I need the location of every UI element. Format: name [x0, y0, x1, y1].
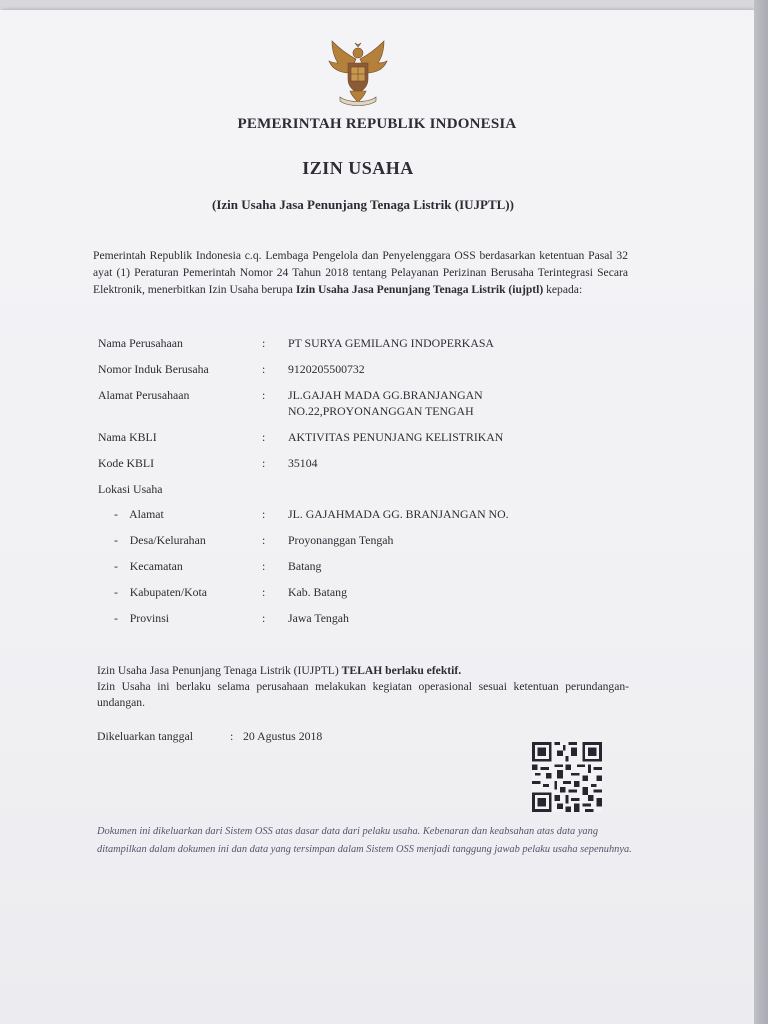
disclaimer-footer: Dokumen ini dikeluarkan dari Sistem OSS atas dasar data dari pelaku usaha. Kebenaran dan keabsahan atas data yang ditampilkan dalam dokumen ini dan data yang tersimpan dalam Sistem OSS menjadi tanggung jawab pelaku usaha sepenuhnya. — [97, 826, 632, 855]
effect-line-2: Izin Usaha ini berlaku selama perusahaan melakukan kegiatan operasional sesuai ketentuan perundangan-undangan. — [97, 680, 629, 709]
field-colon: : — [262, 388, 266, 402]
field-label: - Kabupaten/Kota — [114, 585, 208, 599]
field-value: 35104 — [288, 456, 318, 470]
field-value: Batang — [288, 559, 322, 573]
field-value: JL.GAJAH MADA GG.BRANJANGAN — [288, 388, 483, 402]
field-label: Nama KBLI — [98, 430, 157, 444]
field-colon: : — [262, 362, 266, 376]
field-label: Lokasi Usaha — [98, 482, 163, 496]
field-label: - Kecamatan — [114, 559, 183, 573]
field-colon: : — [262, 559, 266, 573]
field-value: 9120205500732 — [288, 362, 365, 376]
field-colon: : — [262, 611, 266, 625]
field-colon: : — [262, 585, 266, 599]
qr-code-icon — [531, 742, 603, 812]
issued-date-row — [97, 729, 323, 744]
field-colon: : — [262, 430, 266, 444]
intro-suffix: kepada: — [543, 283, 583, 296]
document-title: IZIN USAHA — [302, 158, 414, 178]
field-value: Jawa Tengah — [288, 611, 349, 625]
field-value-line2: NO.22,PROYONANGGAN TENGAH — [288, 404, 474, 418]
field-label: Kode KBLI — [98, 456, 155, 470]
field-value: Proyonanggan Tengah — [288, 533, 394, 547]
document-page — [0, 10, 754, 1024]
field-value: Kab. Batang — [288, 585, 347, 599]
intro-bold-text: Izin Usaha Jasa Penunjang Tenaga Listrik (iujptl) — [295, 283, 544, 296]
field-colon: : — [262, 507, 266, 521]
garuda-emblem-icon — [322, 37, 394, 109]
issued-colon: : — [230, 729, 234, 743]
field-label: - Alamat — [114, 507, 164, 521]
field-value: PT SURYA GEMILANG INDOPERKASA — [288, 336, 494, 350]
field-colon: : — [262, 533, 266, 547]
field-label: - Provinsi — [114, 611, 170, 625]
intro-paragraph — [93, 247, 628, 298]
field-colon: : — [262, 456, 266, 470]
intro-text: Pemerintah Republik Indonesia c.q. Lembaga Pengelola dan Penyelenggara OSS berdasarkan ketentuan Pasal 32 ayat (1) Peraturan Pemerintah Nomor 24 Tahun 2018 tentang Pelayanan Perizinan Berusaha Terintegrasi Secara Elektronik, menerbitkan Izin Usaha berupa — [93, 249, 628, 296]
field-label: Nomor Induk Berusaha — [98, 362, 209, 376]
field-colon: : — [262, 336, 266, 350]
issued-label: Dikeluarkan tanggal — [97, 729, 193, 743]
field-label: Nama Perusahaan — [98, 336, 183, 350]
field-label: Alamat Perusahaan — [98, 388, 190, 402]
effect-text: Izin Usaha Jasa Penunjang Tenaga Listrik (IUJPTL) — [97, 664, 342, 677]
government-heading: PEMERINTAH REPUBLIK INDONESIA — [237, 116, 517, 132]
document-subtitle: (Izin Usaha Jasa Penunjang Tenaga Listrik (IUJPTL)) — [212, 197, 514, 212]
field-label: - Desa/Kelurahan — [114, 533, 206, 547]
field-value: JL. GAJAHMADA GG. BRANJANGAN NO. — [288, 507, 509, 521]
effect-paragraph — [97, 663, 629, 711]
issued-date: 20 Agustus 2018 — [243, 729, 323, 743]
effect-line-1 — [97, 663, 629, 679]
field-value: AKTIVITAS PENUNJANG KELISTRIKAN — [288, 430, 504, 444]
scan-edge-shadow — [754, 0, 768, 1024]
effect-bold-text: TELAH berlaku efektif. — [341, 664, 462, 677]
